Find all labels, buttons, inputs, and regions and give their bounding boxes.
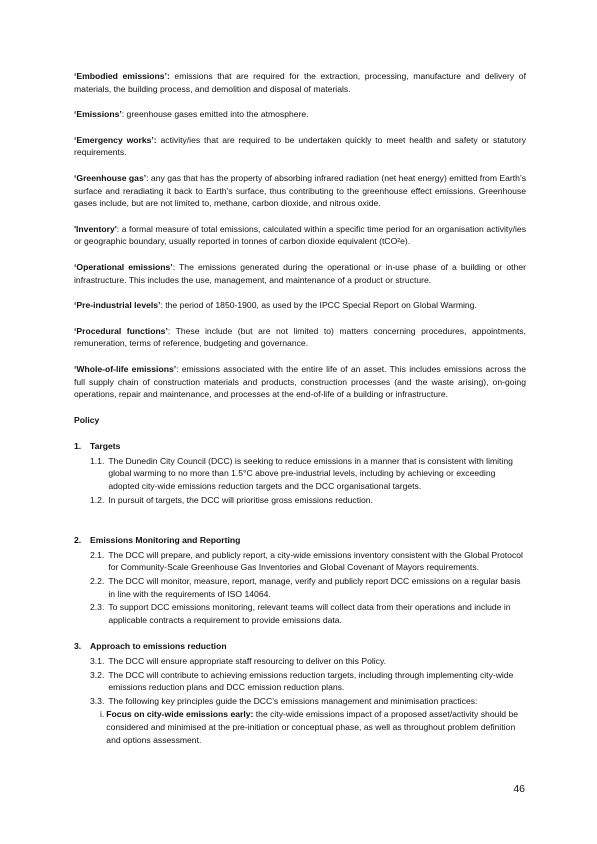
definition-greenhouse-gas: ‘Greenhouse gas’: any gas that has the property of absorbing infrared radiation (net heat energy) emitted from Earth’s surface and reradiating it back to Earth’s surface, thus contributing to the greenhouse effect emissions. Greenhouse gases include, but are not limited to, methane, carbon dioxide, and nitrous oxide. (74, 172, 526, 209)
sub-item-body: the city-wide emissions impact of a proposed asset/activity should be considered and minimised at the pre-initiation or conceptual phase, as well as throughout problem definition and options assessment. (106, 709, 519, 745)
item-text: The DCC will ensure appropriate staff resourcing to deliver on this Policy. (108, 656, 387, 666)
section-title: Approach to emissions reduction (90, 641, 227, 652)
item-number: 1.1. (90, 455, 105, 466)
item-text: In pursuit of targets, the DCC will prioritise gross emissions reduction. (108, 494, 373, 505)
item-number: 2.3. (90, 602, 105, 613)
document-page (74, 70, 526, 746)
item-text: The DCC will monitor, measure, report, manage, verify and publicly report DCC emissions on a regular basis in line with the requirements of ISO 14064. (108, 576, 521, 599)
item-text: The DCC will contribute to achieving emissions reduction targets, including through implementing city-wide emissions reduction plans and DCC emission reduction plans. (108, 669, 514, 693)
section-title: Targets (90, 441, 121, 452)
definition-emergency-works: ‘Emergency works’: activity/ies that are required to be undertaken quickly to meet health and safety or statutory requirements. (74, 134, 526, 158)
definition-whole-of-life-emissions: ‘Whole-of-life emissions’: emissions associated with the entire life of an asset. This includes emissions across the full supply chain of construction materials and products, construction processes (and the waste arising), on-going operations, repair and maintenance, and processes at the end-of-life of a building or infrastructure. (74, 363, 526, 400)
sub-item-lead: Focus on city-wide emissions early: (106, 709, 254, 720)
section-title: Emissions Monitoring and Reporting (90, 535, 241, 546)
sub-list-item (74, 708, 526, 746)
section-number: 1. (74, 441, 82, 452)
list-item (74, 655, 526, 668)
item-number: 2.2. (90, 576, 105, 587)
list-item (74, 575, 526, 600)
item-text: The DCC will prepare, and publicly report, a city-wide emissions inventory consistent with the Global Protocol for Community-Scale Greenhouse Gas Inventories and Global Covenant of Mayors requirements. (108, 549, 523, 573)
item-number: 3.1. (90, 656, 105, 666)
definition-emissions: ‘Emissions’: greenhouse gases emitted into the atmosphere. (74, 109, 309, 120)
definition-inventory: 'Inventory': a formal measure of total emissions, calculated within a specific time period for an organisation activity/ies or geographic boundary, usually reported in tonnes of carbon dioxide equivalent (tCO²e). (74, 223, 526, 247)
item-number: 2.1. (90, 549, 105, 560)
item-text: The Dunedin City Council (DCC) is seeking to reduce emissions in a manner that is consistent with limiting global warming to no more than 1.5°C above pre-industrial levels, including by achieving or exceeding adopted city-wide emissions reduction targets and the DCC organisational targets. (108, 455, 513, 492)
definition-pre-industrial-levels: ‘Pre-industrial levels’: the period of 1850-1900, as used by the IPCC Special Report on Global Warming. (74, 300, 477, 311)
item-number: 3.2. (90, 669, 105, 680)
section-heading (74, 440, 526, 453)
page-number: 46 (513, 783, 525, 795)
list-item (74, 669, 526, 694)
item-number: 1.2. (90, 494, 105, 505)
section-heading (74, 534, 526, 547)
sub-item-text (106, 708, 526, 746)
item-text: The following key principles guide the DCC’s emissions management and minimisation practices: (108, 695, 478, 706)
sub-item-number: i. (100, 709, 105, 720)
list-item (74, 695, 526, 708)
definition-operational-emissions: ‘Operational emissions’: The emissions generated during the operational or in-use phase of a building or other infrastructure. This includes the use, management, and maintenance of a product or structure. (74, 261, 526, 285)
list-item (74, 494, 526, 507)
section-emissions-monitoring (74, 534, 526, 626)
item-text: To support DCC emissions monitoring, relevant teams will collect data from their operations and include in applicable contracts a requirement to provide emissions data. (108, 602, 511, 625)
definitions-list (74, 70, 526, 401)
list-item (74, 549, 526, 574)
list-item (74, 455, 526, 493)
section-approach-emissions-reduction (74, 640, 526, 746)
section-targets (74, 440, 526, 506)
policy-heading: Policy (74, 414, 100, 425)
list-item (74, 601, 526, 626)
definition-procedural-functions: ‘Procedural functions’: These include (but are not limited to) matters concerning procedures, appointments, remuneration, terms of reference, budgeting and governance. (74, 325, 526, 349)
section-heading (74, 640, 526, 653)
section-number: 3. (74, 641, 82, 652)
section-number: 2. (74, 535, 82, 546)
definition-embodied-emissions: ‘Embodied emissions’: emissions that are required for the extraction, processing, manufacture and delivery of materials, the building process, and demolition and disposal of materials. (74, 71, 526, 94)
item-number: 3.3. (90, 695, 105, 706)
